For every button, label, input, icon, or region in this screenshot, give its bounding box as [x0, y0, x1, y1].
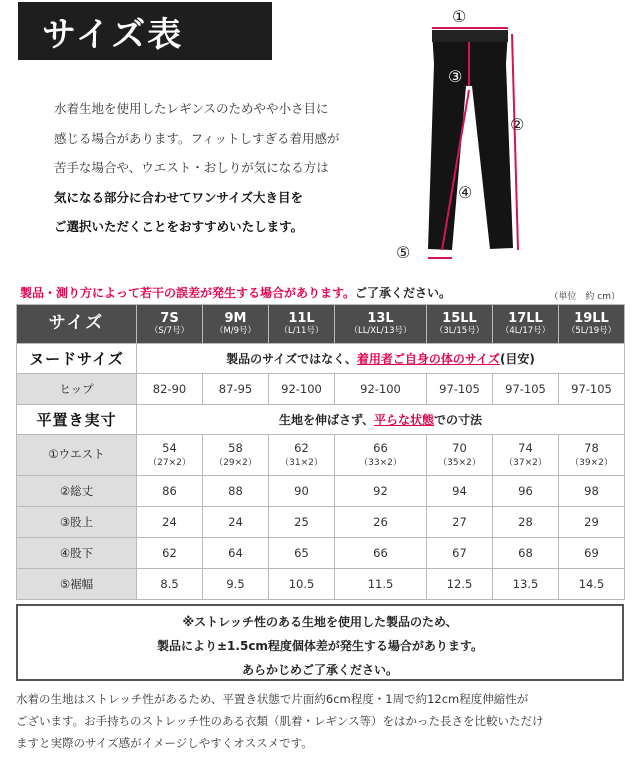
nude-desc-pink: 着用者ご自身の体のサイズ [356, 352, 500, 366]
waist-sub: （27×2） [148, 457, 191, 468]
size-header-label: サイズ [17, 305, 137, 344]
table-cell: 64 [203, 538, 269, 569]
table-cell: 24 [137, 507, 203, 538]
flat-size-label: 平置き実寸 [17, 405, 137, 435]
nude-desc-a: 製品のサイズではなく、 [226, 352, 357, 366]
nude-size-label: ヌードサイズ [17, 344, 137, 374]
table-cell: 97-105 [427, 374, 493, 405]
size-col-9m [203, 305, 269, 344]
flat-desc-b: での寸法 [434, 413, 483, 427]
size-sub: （LL/XL/13号） [349, 325, 412, 336]
table-cell [203, 435, 269, 476]
waist-value: 74 [518, 441, 533, 456]
size-sub: （L/11号） [279, 325, 324, 336]
size-sub: （5L/19号） [566, 325, 617, 336]
marker-length: ② [510, 115, 525, 134]
nude-desc-b: (目安) [499, 352, 535, 366]
size-name: 15LL [442, 310, 477, 326]
table-cell: 14.5 [559, 569, 625, 600]
footer-text [16, 688, 628, 754]
table-cell [269, 435, 335, 476]
nude-size-row [17, 344, 625, 374]
table-cell: 29 [559, 507, 625, 538]
size-sub: （S/7号） [149, 325, 190, 336]
inseam-row [17, 538, 625, 569]
leggings-illustration [428, 30, 513, 250]
table-cell: 27 [427, 507, 493, 538]
table-cell [137, 435, 203, 476]
waist-value: 66 [373, 441, 388, 456]
table-cell: 9.5 [203, 569, 269, 600]
table-cell [335, 435, 427, 476]
intro-bold-line: ご選択いただくことをおすすめいたします。 [54, 219, 304, 234]
size-name: 9M [224, 310, 247, 326]
table-cell: 67 [427, 538, 493, 569]
waist-value: 70 [452, 441, 467, 456]
size-col-13l [335, 305, 427, 344]
size-name: 17LL [508, 310, 543, 326]
size-col-19ll [559, 305, 625, 344]
waist-value: 78 [584, 441, 599, 456]
table-cell: 90 [269, 476, 335, 507]
size-sub: （3L/15号） [434, 325, 485, 336]
table-cell: 68 [493, 538, 559, 569]
table-cell: 92-100 [269, 374, 335, 405]
size-name: 11L [288, 310, 315, 326]
table-cell: 94 [427, 476, 493, 507]
waist-sub: （39×2） [570, 457, 613, 468]
footer-line: 水着の生地はストレッチ性があるため、平置き状態で片面約6cm程度・1周で約12cm程度伸縮性が [16, 692, 529, 706]
waist-value: 58 [228, 441, 243, 456]
marker-waist: ① [452, 7, 467, 26]
length-label: ②総丈 [17, 476, 137, 507]
page-title: サイズ表 [42, 15, 184, 55]
table-cell: 26 [335, 507, 427, 538]
marker-hem: ⑤ [396, 243, 411, 262]
table-cell: 11.5 [335, 569, 427, 600]
size-name: 13L [367, 310, 394, 326]
inseam-label: ④股下 [17, 538, 137, 569]
size-table [16, 304, 625, 600]
nude-size-desc [137, 344, 625, 374]
table-cell: 69 [559, 538, 625, 569]
waist-sub: （35×2） [438, 457, 481, 468]
waistband [432, 30, 508, 42]
size-col-7s [137, 305, 203, 344]
rise-label: ③股上 [17, 507, 137, 538]
waist-sub: （37×2） [504, 457, 547, 468]
waist-value: 62 [294, 441, 309, 456]
table-cell: 62 [137, 538, 203, 569]
intro-line: 苦手な場合や、ウエスト・おしりが気になる方は [54, 160, 329, 175]
waist-row [17, 435, 625, 476]
table-cell [559, 435, 625, 476]
hip-row [17, 374, 625, 405]
intro-bold-line: 気になる部分に合わせてワンサイズ大き目を [54, 189, 304, 205]
waist-value: 54 [162, 441, 177, 456]
warning-text [20, 284, 451, 301]
size-name: 19LL [574, 310, 609, 326]
footer-line: ますと実際のサイズ感がイメージしやすくオススメです。 [16, 736, 313, 750]
waist-sub: （29×2） [214, 457, 257, 468]
title-banner [18, 2, 272, 60]
table-cell: 13.5 [493, 569, 559, 600]
flat-desc-a: 生地を伸ばさず、 [278, 413, 374, 427]
hip-label: ヒップ [17, 374, 137, 405]
table-cell: 82-90 [137, 374, 203, 405]
table-cell: 28 [493, 507, 559, 538]
table-cell: 12.5 [427, 569, 493, 600]
waist-sub: （33×2） [359, 457, 402, 468]
table-cell: 8.5 [137, 569, 203, 600]
table-cell: 10.5 [269, 569, 335, 600]
waist-sub: （31×2） [280, 457, 323, 468]
length-row [17, 476, 625, 507]
table-cell: 24 [203, 507, 269, 538]
footer-line: ございます。お手持ちのストレッチ性のある衣類（肌着・レギンス等）をはかった長さを比較いただけ [16, 714, 544, 728]
marker-inseam: ④ [458, 183, 473, 202]
rise-row [17, 507, 625, 538]
unit-label: （単位 約 cm） [549, 292, 620, 302]
waist-label: ①ウエスト [17, 435, 137, 476]
table-cell: 66 [335, 538, 427, 569]
hem-row [17, 569, 625, 600]
intro-text [54, 94, 394, 242]
table-cell: 98 [559, 476, 625, 507]
leggings-diagram [380, 0, 560, 270]
size-col-15ll [427, 305, 493, 344]
flat-size-row [17, 405, 625, 435]
size-name: 7S [160, 310, 179, 326]
flat-size-desc [137, 405, 625, 435]
size-sub: （M/9号） [214, 325, 257, 336]
table-cell: 86 [137, 476, 203, 507]
flat-desc-pink: 平らな状態 [374, 413, 435, 427]
size-col-17ll [493, 305, 559, 344]
table-cell: 97-105 [493, 374, 559, 405]
table-cell: 92-100 [335, 374, 427, 405]
marker-rise: ③ [448, 67, 463, 86]
hem-label: ⑤裾幅 [17, 569, 137, 600]
size-col-11l [269, 305, 335, 344]
warning-red: 製品・測り方によって若干の誤差が発生する場合があります。 [20, 286, 356, 300]
table-cell [427, 435, 493, 476]
table-cell: 96 [493, 476, 559, 507]
table-cell: 87-95 [203, 374, 269, 405]
table-cell: 88 [203, 476, 269, 507]
note-line: ※ストレッチ性のある生地を使用した製品のため、 [182, 615, 458, 629]
warning-black: ご了承ください。 [355, 286, 452, 300]
intro-line: 水着生地を使用したレギンスのためやや小さ目に [54, 101, 329, 116]
table-cell: 92 [335, 476, 427, 507]
table-cell [493, 435, 559, 476]
size-sub: （4L/17号） [500, 325, 551, 336]
size-header-row [17, 305, 625, 344]
table-cell: 65 [269, 538, 335, 569]
table-cell: 97-105 [559, 374, 625, 405]
stretch-note-box [16, 604, 624, 681]
intro-line: 感じる場合があります。フィットしすぎる着用感が [54, 130, 340, 146]
length-line [512, 34, 518, 250]
note-line: 製品により±1.5cm程度個体差が発生する場合があります。 [157, 639, 483, 653]
table-cell: 25 [269, 507, 335, 538]
note-line: あらかじめご了承ください。 [241, 663, 398, 677]
